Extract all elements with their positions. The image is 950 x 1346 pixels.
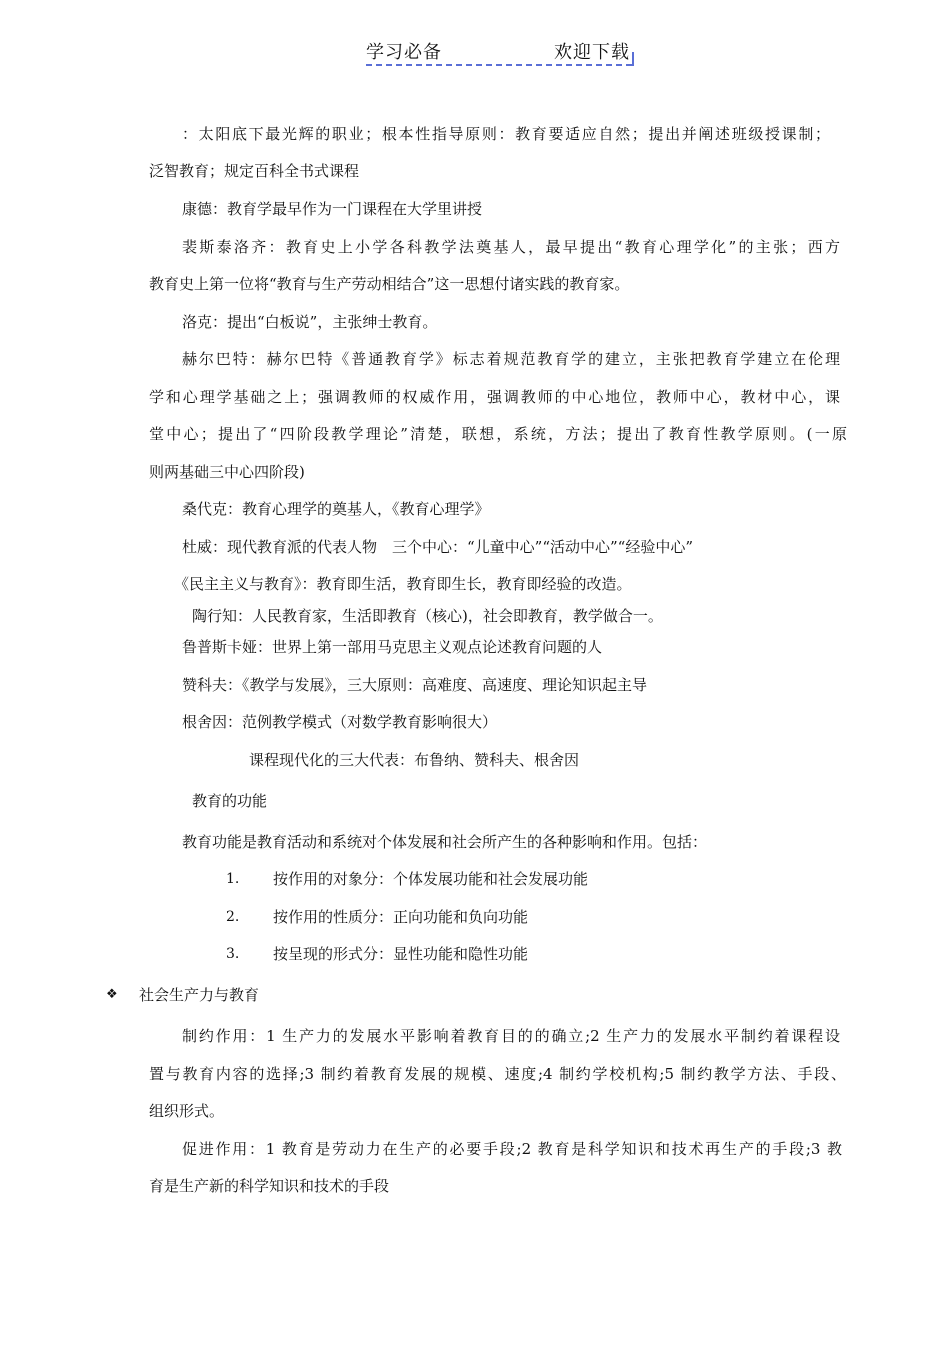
paragraph-line: 组织形式。: [149, 1102, 225, 1120]
paragraph-line: 置与教育内容的选择;3 制约着教育发展的规模、速度;4 制约学校机构;5 制约教学方法、手段、: [149, 1065, 846, 1083]
paragraph-line: 则两基础三中心四阶段): [149, 463, 305, 481]
section-title: 社会生产力与教育: [139, 986, 260, 1004]
header-mark: [632, 52, 634, 66]
list-number: 1.: [226, 871, 240, 887]
paragraph-line: 堂中心；提出了“四阶段教学理论”清楚，联想，系统，方法；提出了教育性教学原则。(一原: [149, 425, 847, 443]
paragraph-line: 裴斯泰洛齐：教育史上小学各科教学法奠基人，最早提出“教育心理学化”的主张；西方: [182, 238, 840, 256]
paragraph-line: 课程现代化的三大代表：布鲁纳、赞科夫、根舍因: [249, 751, 580, 769]
paragraph-line: ：太阳底下最光辉的职业；根本性指导原则：教育要适应自然；提出并阐述班级授课制；: [182, 125, 830, 143]
paragraph-line: 康德：教育学最早作为一门课程在大学里讲授: [182, 200, 483, 218]
paragraph-line: 教育史上第一位将“教育与生产劳动相结合”这一思想付诸实践的教育家。: [149, 275, 630, 293]
diamond-bullet-icon: ❖: [106, 987, 118, 1002]
paragraph-line: 洛克：提出“白板说”，主张绅士教育。: [182, 313, 438, 331]
paragraph-line: 赫尔巴特：赫尔巴特《普通教育学》标志着规范教育学的建立，主张把教育学建立在伦理: [182, 350, 840, 368]
paragraph-line: 陶行知：人民教育家，生活即教育（核心)，社会即教育，教学做合一。: [192, 607, 663, 625]
page-header: [366, 38, 632, 66]
header-right-text: 欢迎下载: [554, 42, 630, 63]
paragraph-line: 育是生产新的科学知识和技术的手段: [149, 1177, 390, 1195]
paragraph-line: 《民主主义与教育》：教育即生活，教育即生长，教育即经验的改造。: [174, 575, 632, 593]
paragraph-line: 泛智教育；规定百科全书式课程: [149, 162, 360, 180]
list-item: 按呈现的形式分：显性功能和隐性功能: [273, 945, 529, 963]
paragraph-line: 鲁普斯卡娅：世界上第一部用马克思主义观点论述教育问题的人: [182, 638, 603, 656]
paragraph-line: 教育功能是教育活动和系统对个体发展和社会所产生的各种影响和作用。包括：: [182, 833, 708, 851]
paragraph-line: 根舍因：范例教学模式（对数学教育影响很大）: [182, 713, 498, 731]
header-left-text: 学习必备: [366, 42, 442, 63]
list-number: 2.: [226, 909, 240, 925]
list-item: 按作用的对象分：个体发展功能和社会发展功能: [273, 870, 589, 888]
paragraph-line: 制约作用：1 生产力的发展水平影响着教育目的的确立;2 生产力的发展水平制约着课程设: [182, 1027, 840, 1045]
paragraph-line: 杜威：现代教育派的代表人物 三个中心：“儿童中心”“活动中心”“经验中心”: [182, 538, 694, 556]
section-heading: 教育的功能: [192, 792, 268, 810]
list-item: 按作用的性质分：正向功能和负向功能: [273, 908, 529, 926]
paragraph-line: 促进作用：1 教育是劳动力在生产的必要手段;2 教育是科学知识和技术再生产的手段;3 教: [182, 1140, 842, 1158]
paragraph-line: 学和心理学基础之上；强调教师的权威作用，强调教师的中心地位，教师中心，教材中心，课: [149, 388, 840, 406]
list-number: 3.: [226, 946, 240, 962]
paragraph-line: 赞科夫：《教学与发展》，三大原则：高难度、高速度、理论知识起主导: [182, 676, 648, 694]
paragraph-line: 桑代克：教育心理学的奠基人，《教育心理学》: [182, 500, 490, 518]
